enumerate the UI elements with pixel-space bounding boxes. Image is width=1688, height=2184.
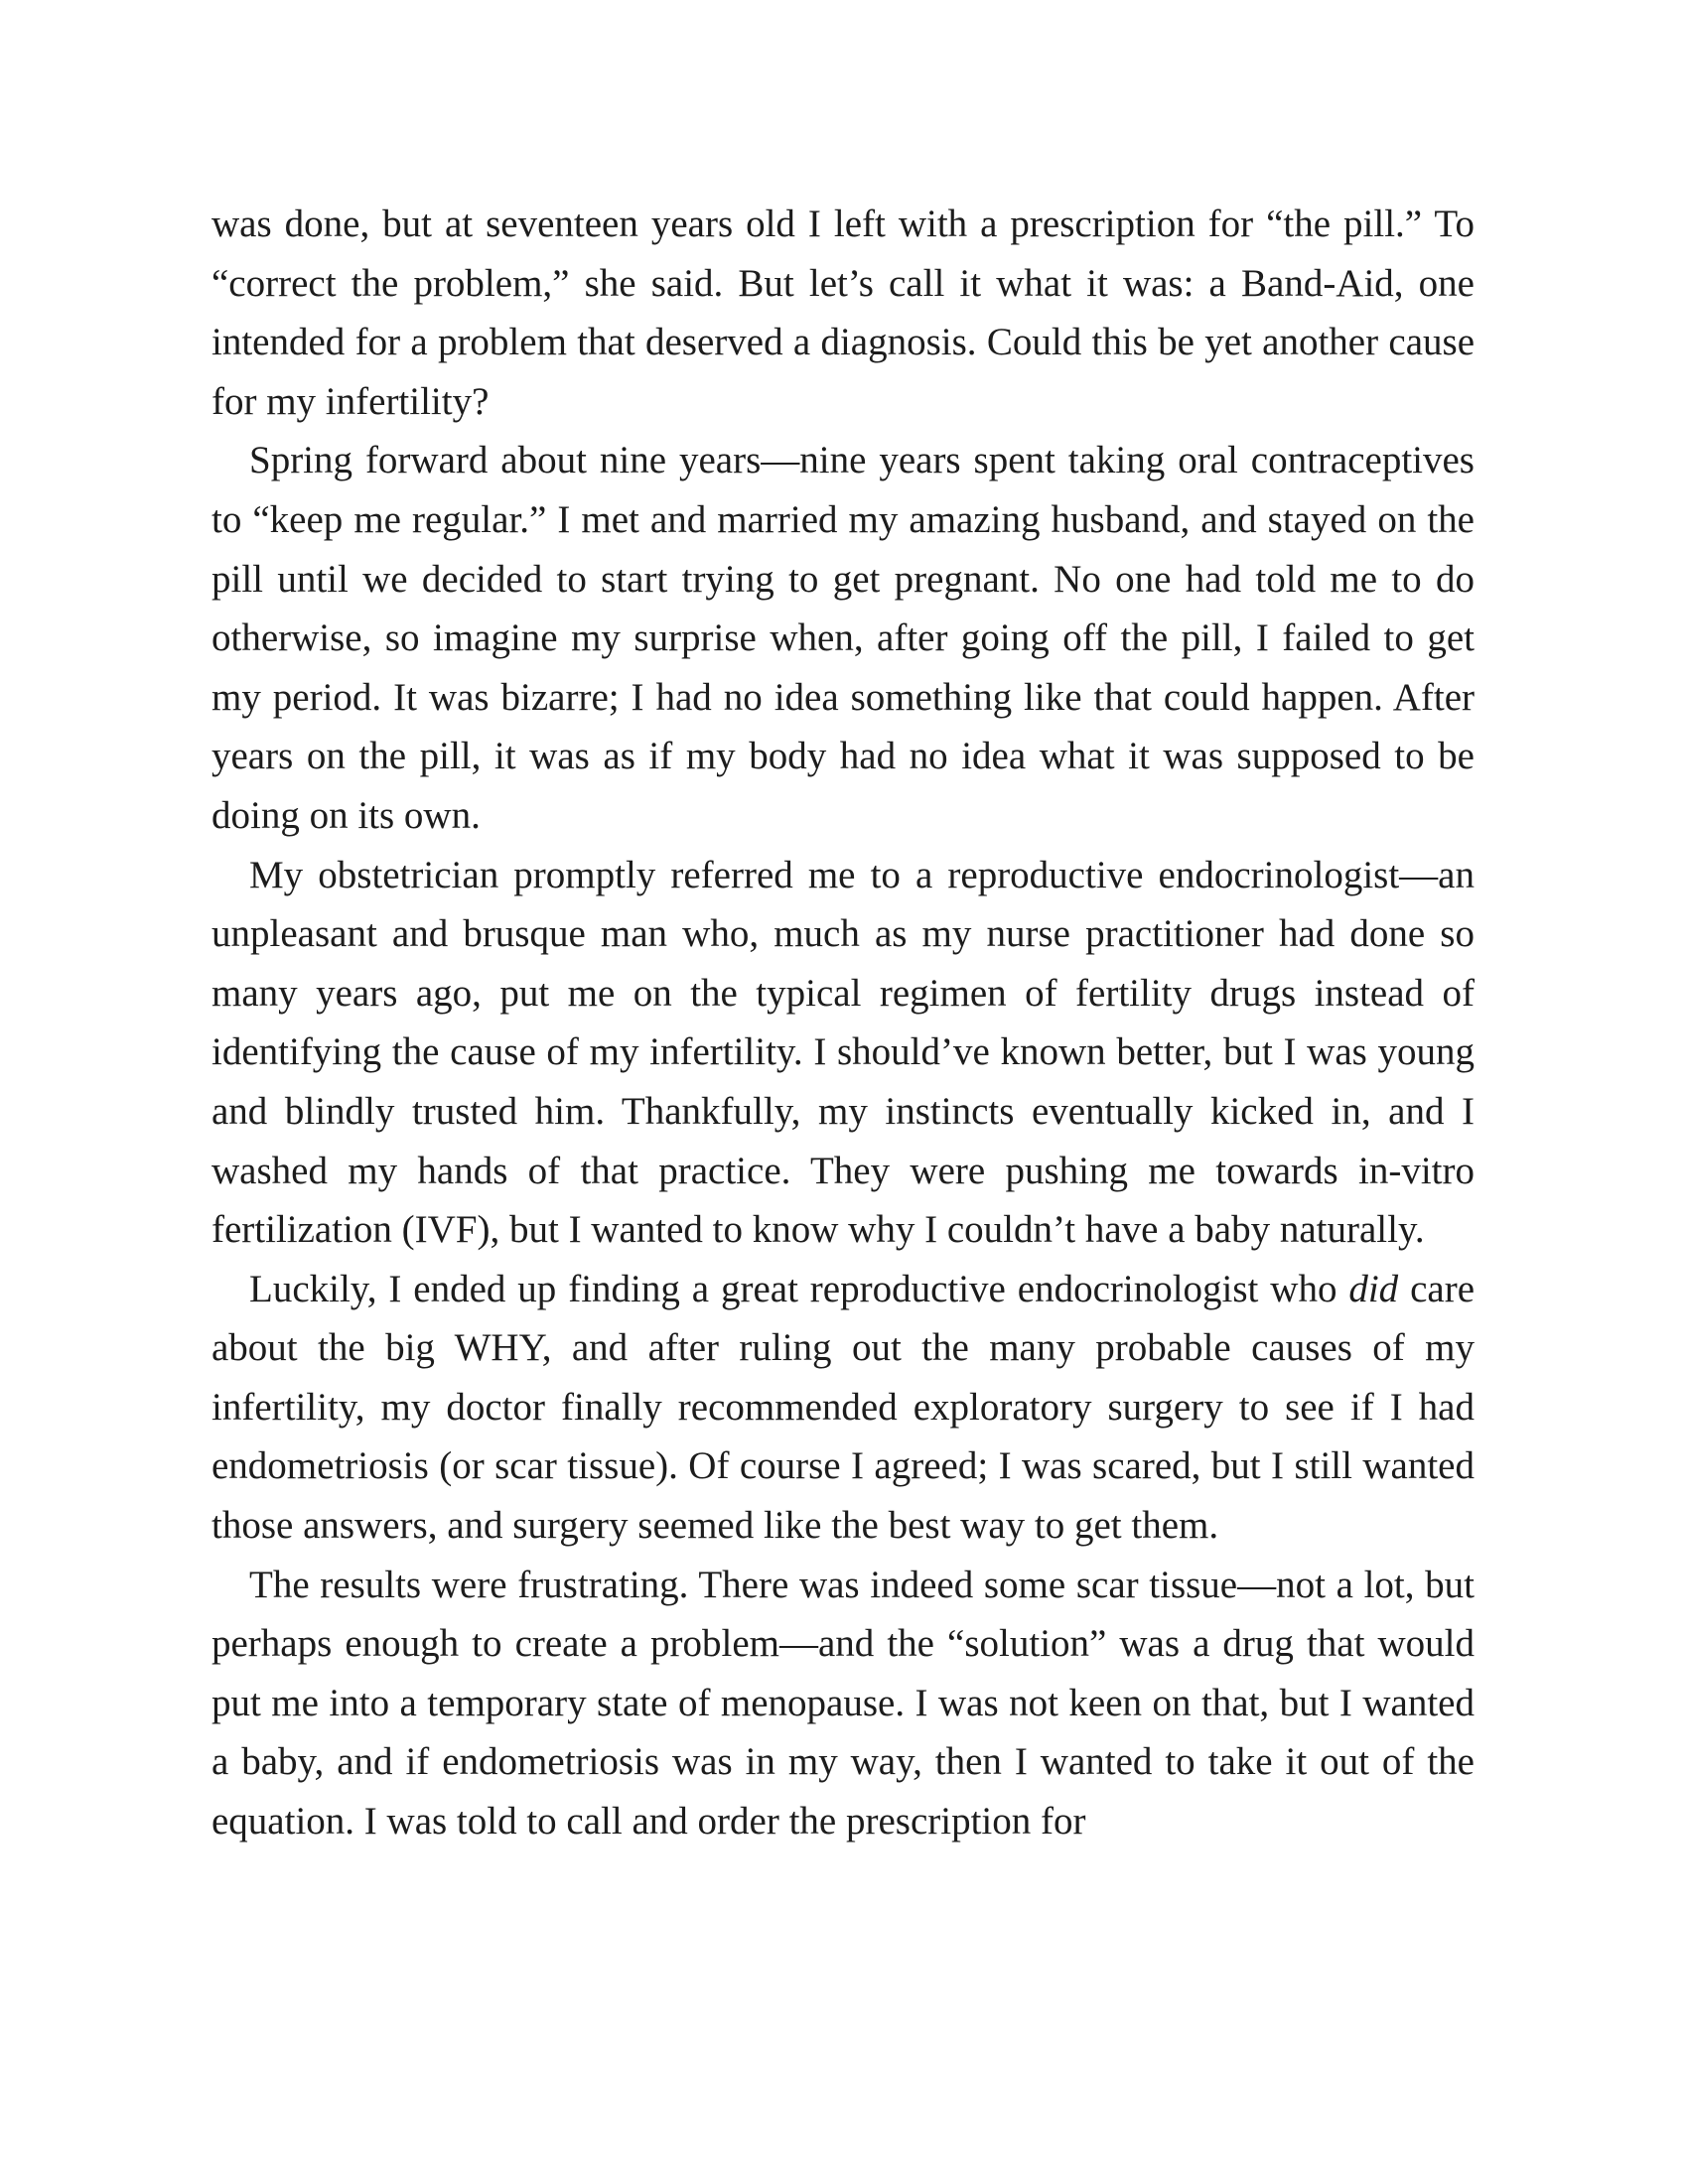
paragraph-5: The results were frustrating. There was indeed some scar tissue—not a lot, but perhaps enough to create a problem—and the “solution” was a drug that would put me into a temporary state of menopause. I was not keen on that, but I wanted a baby, and if endometriosis was in my way, then I wanted to take it out of the equation. I was told to call and order the prescription for	[211, 1563, 1475, 1843]
paragraph-3: My obstetrician promptly referred me to a reproductive endocrinologist—an unpleasant and brusque man who, much as my nurse practitioner had done so many years ago, put me on the typical regimen of fertility drugs instead of identifying the cause of my infertility. I should’ve known better, but I was young and blindly trusted him. Thankfully, my instincts eventually kicked in, and I washed my hands of that practice. They were pushing me towards in-vitro fertilization (IVF), but I wanted to know why I couldn’t have a baby naturally.	[211, 853, 1475, 1252]
paragraph-4	[211, 1260, 1475, 1556]
paragraph-2: Spring forward about nine years—nine years spent taking oral contraceptives to “keep me regular.” I met and married my amazing husband, and stayed on the pill until we decided to start trying to get pregnant. No one had told me to do otherwise, so imagine my surprise when, after going off the pill, I failed to get my period. It was bizarre; I had no idea something like that could happen. After years on the pill, it was as if my body had no idea what it was supposed to be doing on its own.	[211, 439, 1475, 837]
body-text	[211, 195, 1475, 1851]
paragraph-4-before: Luckily, I ended up finding a great reproductive endocrinologist who	[249, 1267, 1349, 1310]
paragraph-4-emphasis: did	[1348, 1267, 1399, 1310]
paragraph-1: was done, but at seventeen years old I left with a prescription for “the pill.” To “correct the problem,” she said. But let’s call it what it was: a Band-Aid, one intended for a problem that deserved a diagnosis. Could this be yet another cause for my infertility?	[211, 203, 1475, 423]
paragraph-4-after: care about the big WHY, and after ruling out the many probable causes of my infertility, my doctor finally recommended exploratory surgery to see if I had endometriosis (or scar tissue). Of course I agreed; I was scared, but I still wanted those answers, and surgery seemed like the best way to get them.	[211, 1267, 1475, 1548]
